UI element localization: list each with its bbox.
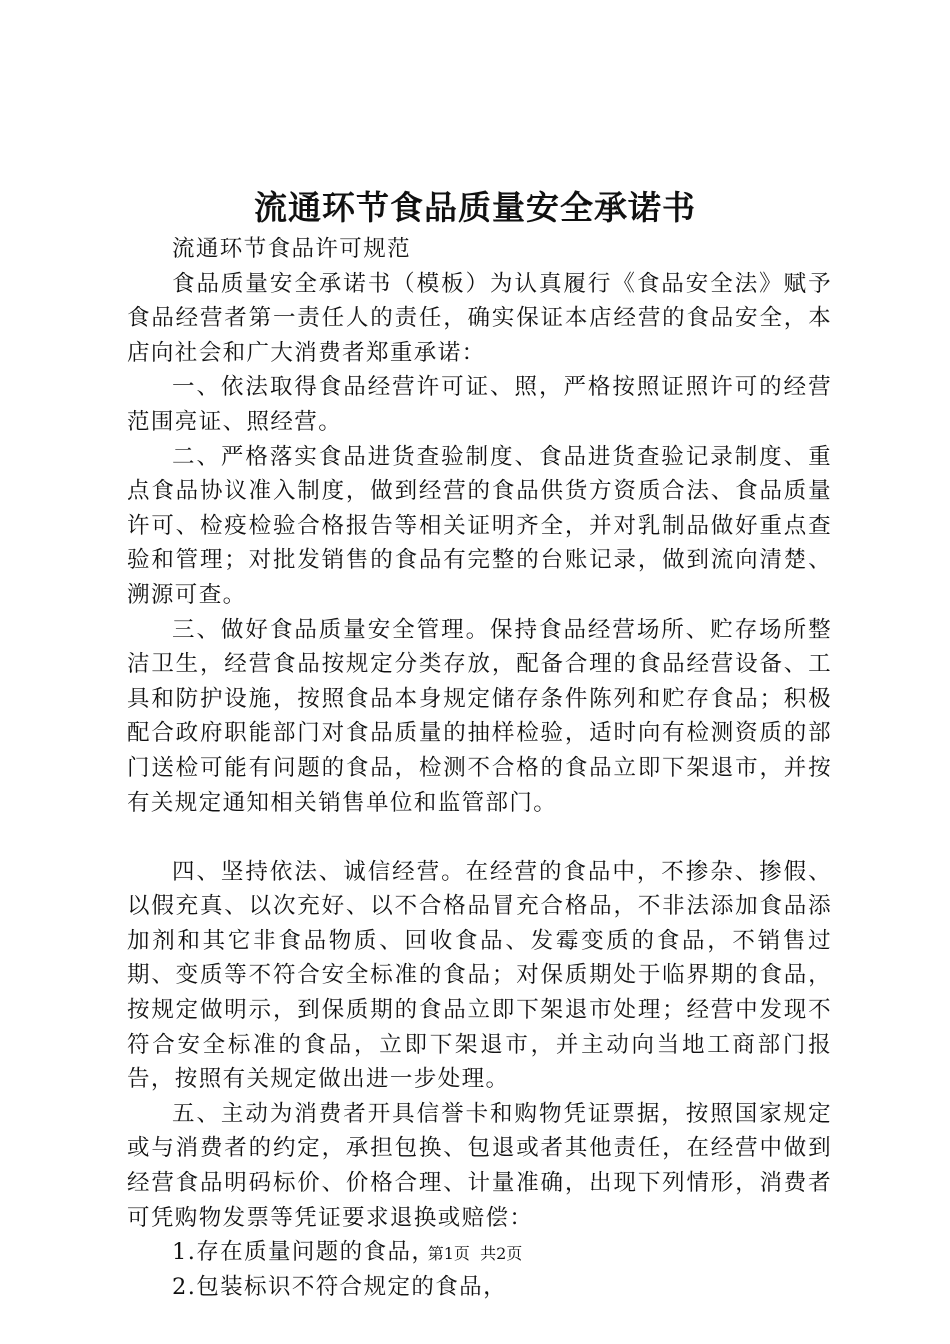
paragraph-intro-heading: 流通环节食品许可规范 — [172, 236, 412, 262]
list-item-2: 2.包装标识不符合规定的食品， — [172, 1273, 507, 1300]
page-footer — [0, 1242, 950, 1266]
page-number-label: 第1页 共2页 — [427, 1244, 523, 1263]
paragraph-item-3: 三、做好食品质量安全管理。保持食品经营场所、贮存场所整洁卫生，经营食品按规定分类存放，配备合理的食品经营设备、工具和防护设施，按照食品本身规定储存条件陈列和贮存食品；积极配合政府职能部门对食品质量的抽样检验，适时向有检测资质的部门送检可能有问题的食品，检测不合格的食品立即下架退市，并按有关规定通知相关销售单位和监管部门。 — [127, 616, 832, 816]
list-item-1: 1.存在质量问题的食品， — [172, 1239, 436, 1266]
paragraph-preamble: 食品质量安全承诺书（模板）为认真履行《食品安全法》赋予食品经营者第一责任人的责任，确实保证本店经营的食品安全，本店向社会和广大消费者郑重承诺： — [127, 270, 832, 366]
document-title: 流通环节食品质量安全承诺书 — [254, 188, 696, 227]
paragraph-item-2: 二、严格落实食品进货查验制度、食品进货查验记录制度、重点食品协议准入制度，做到经营的食品供货方资质合法、食品质量许可、检疫检验合格报告等相关证明齐全，并对乳制品做好重点查验和管理；对批发销售的食品有完整的台账记录，做到流向清楚、溯源可查。 — [127, 443, 832, 608]
paragraph-item-5: 五、主动为消费者开具信誉卡和购物凭证票据，按照国家规定或与消费者的约定，承担包换、包退或者其他责任，在经营中做到经营食品明码标价、价格合理、计量准确，出现下列情形，消费者可凭购物发票等凭证要求退换或赔偿： — [127, 1100, 832, 1231]
blank-line — [127, 820, 832, 855]
document-body — [127, 232, 832, 1304]
paragraph-item-1: 一、依法取得食品经营许可证、照，严格按照证照许可的经营范围亮证、照经营。 — [127, 374, 832, 435]
paragraph-item-4: 四、坚持依法、诚信经营。在经营的食品中，不掺杂、掺假、以假充真、以次充好、以不合格品冒充合格品，不非法添加食品添加剂和其它非食品物质、回收食品、发霉变质的食品，不销售过期、变质等不符合安全标准的食品；对保质期处于临界期的食品，按规定做明示，到保质期的食品立即下架退市处理；经营中发现不符合安全标准的食品，立即下架退市，并主动向当地工商部门报告，按照有关规定做出进一步处理。 — [127, 858, 832, 1093]
